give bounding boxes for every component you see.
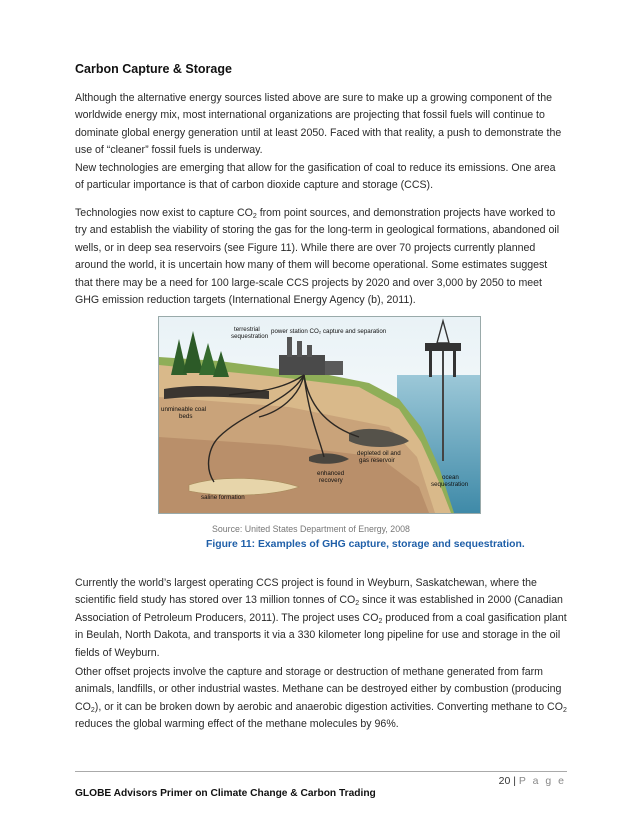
paragraph-capture: Technologies now exist to capture $CO_2$ from point sources, and demonstration projects have worked to try and establish the viability of storing the gas for the long-term in geological formations, abandoned oil wells, or in deep sea reservoirs (see Figure 11). While there are over 70 projects currently planned around the world, it is uncertain how many of them will become operational. Some estimates suggest that there may be a need for 100 large-scale CCS projects by 2020 and over 3,000 by 2050 to meet GHG emission reduction targets (International Energy Agency (b), 2011). [75, 207, 560, 307]
figure-source: Source: United States Department of Energy, 2008 [212, 524, 410, 534]
label-saline: saline formation [201, 494, 245, 501]
label-enhanced-recovery: recovery [319, 477, 343, 484]
label-unmineable: unmineable coal [161, 406, 207, 413]
paragraph-weyburn: Currently the world’s largest operating CCS project is found in Weyburn, Saskatchewan, where the scientific field study has stored over 13 million tonnes of $CO_2$ since it was established in 2000 (Canadian Association of Petroleum Producers, 2011). The project uses $CO_2$ produced from a coal gasification plant in Beulah, North Dakota, and transports it via a 330 kilometer long pipeline for use and storage in the oil fields of Weyburn. [75, 577, 567, 659]
footer-divider [75, 771, 567, 772]
label-depleted-reservoir: gas reservoir [359, 457, 395, 464]
paragraph-technologies: New technologies are emerging that allow for the gasification of coal to reduce its emissions. One area of particular importance is that of carbon dioxide capture and storage (CCS). [75, 162, 556, 192]
paragraph-intro: Although the alternative energy sources listed above are sure to make up a growing component of the worldwide energy mix, most international organizations are projecting that fossil fuels will continue to dominate global energy generation until at least 2050. Faced with that reality, a push to demonstrate the use of “cleaner” fossil fuels is underway. [75, 92, 562, 157]
label-enhanced: enhanced [317, 470, 345, 477]
label-power-station: power station CO₂ capture and separation [271, 328, 387, 335]
label-ocean-sequestration: sequestration [431, 481, 469, 488]
page-number: 20 | P a g e [498, 775, 566, 787]
label-unmineable-beds: beds [179, 413, 193, 420]
label-ocean: ocean [442, 474, 459, 481]
footer-title: GLOBE Advisors Primer on Climate Change & Carbon Trading [75, 788, 376, 799]
paragraph-methane: Other offset projects involve the capture and storage or destruction of methane generated from farm animals, landfills, or other industrial wastes. Methane can be destroyed either by combustion (producing $CO_2$), or it can be broken down by aerobic and anaerobic digestion activities. Converting methane to $CO_2$ reduces the global warming effect of the methane molecules by 96%. [75, 666, 567, 731]
label-depleted: depleted oil and [357, 450, 401, 457]
ccs-diagram-figure [158, 316, 481, 514]
section-heading: Carbon Capture & Storage [75, 62, 232, 76]
ccs-illustration [159, 317, 480, 513]
label-terrestrial-sequestration: sequestration [231, 333, 269, 340]
figure-caption: Figure 11: Examples of GHG capture, storage and sequestration. [206, 539, 525, 550]
label-terrestrial: terrestrial [234, 326, 260, 333]
